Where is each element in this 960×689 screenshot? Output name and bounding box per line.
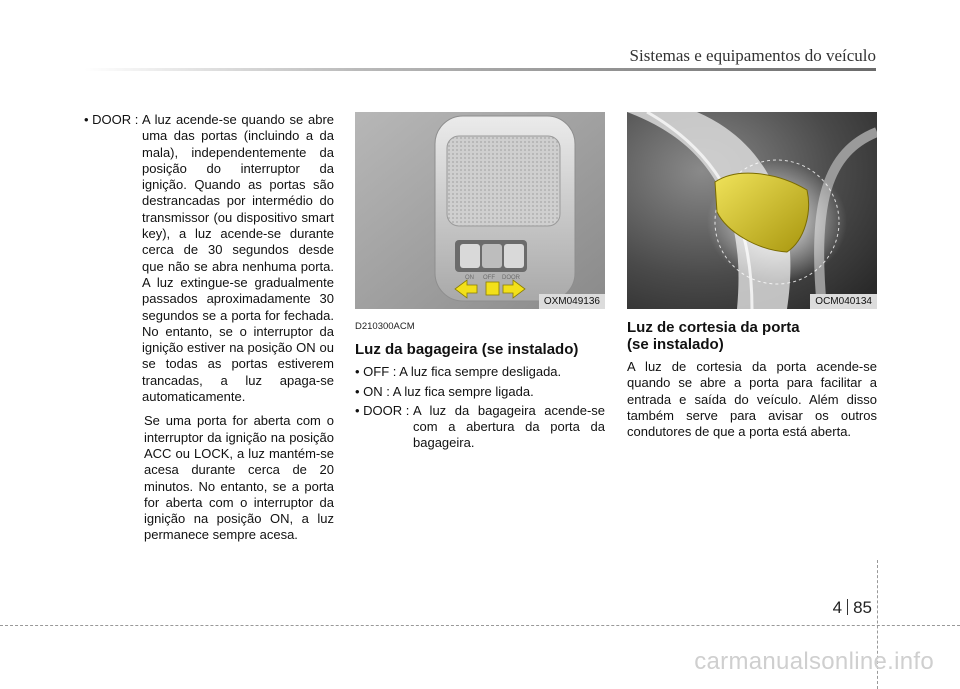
figure-label: OCM040134 xyxy=(810,294,877,309)
page-separator xyxy=(847,599,848,615)
switch-label-on: ON xyxy=(465,275,474,281)
on-bullet: • ON : A luz fica sempre ligada. xyxy=(355,383,534,399)
off-bullet: • OFF : A luz fica sempre desligada. xyxy=(355,364,562,380)
switch-label-door: DOOR xyxy=(502,275,520,281)
figure-label: OXM049136 xyxy=(539,294,605,309)
cargo-light-figure xyxy=(355,112,605,309)
door-bullet xyxy=(355,403,605,452)
door-note-paragraph: Se uma porta for aberta com o interruptor da ignição na posição ACC ou LOCK, a luz mantém-se acesa durante cerca de 20 minutos. No entanto, se a porta for aberta com o interruptor da ignição na posição ON, a luz permanece sempre acesa. xyxy=(144,413,334,543)
column-3 xyxy=(627,112,877,440)
door-bullet-text: A luz da bagageira acende-se com a abertura da porta da bagageira. xyxy=(413,402,605,451)
door-bullet xyxy=(84,112,334,405)
chapter-number: 4 xyxy=(832,598,843,617)
courtesy-body: A luz de cortesia da porta acende-se quando se abre a porta para facilitar a entrada e saída do veículo. Além disso também serve para avisar os outros condutores de que a porta está aberta. xyxy=(627,359,877,440)
column-2 xyxy=(355,112,605,452)
header-rule xyxy=(84,68,876,71)
position-arrows xyxy=(455,280,525,298)
header-title: Sistemas e equipamentos do veículo xyxy=(629,46,876,65)
section-heading xyxy=(627,319,877,353)
center-square-icon xyxy=(486,282,499,295)
section-heading-line2: (se instalado) xyxy=(627,336,724,353)
cargo-light-illustration xyxy=(355,112,605,309)
page-number xyxy=(833,598,872,618)
switch-label-off: OFF xyxy=(483,275,495,281)
column-1 xyxy=(84,112,334,544)
footer-rule xyxy=(0,625,960,626)
watermark: carmanualsonline.info xyxy=(694,648,934,675)
courtesy-light-illustration xyxy=(627,112,877,309)
section-heading-line1: Luz de cortesia da porta xyxy=(627,319,800,336)
door-bullet-label: • DOOR : xyxy=(355,402,413,418)
section-code: D210300ACM xyxy=(355,321,415,332)
section-heading: Luz da bagageira (se instalado) xyxy=(355,341,579,359)
door-bullet-text: A luz acende-se quando se abre uma das portas (incluindo a da mala), independentemente da posição do interruptor da ignição. Quando as portas são destrancadas por intermédio do transmissor (ou dispositivo smart key), a luz acende-se durante cerca de 30 segundos desde que não se abra nenhuma porta. A luz extingue-se gradualmente passados aproximadamente 30 segundos se a porta for fechada. No entanto, se o interruptor da ignição estiver na posição ON ou se todas as portas estiverem trancadas, a luz apaga-se automaticamente. xyxy=(142,112,334,405)
courtesy-light-figure xyxy=(627,112,877,309)
door-bullet-label: • DOOR : xyxy=(84,112,142,127)
page-number-value: 85 xyxy=(853,598,872,617)
